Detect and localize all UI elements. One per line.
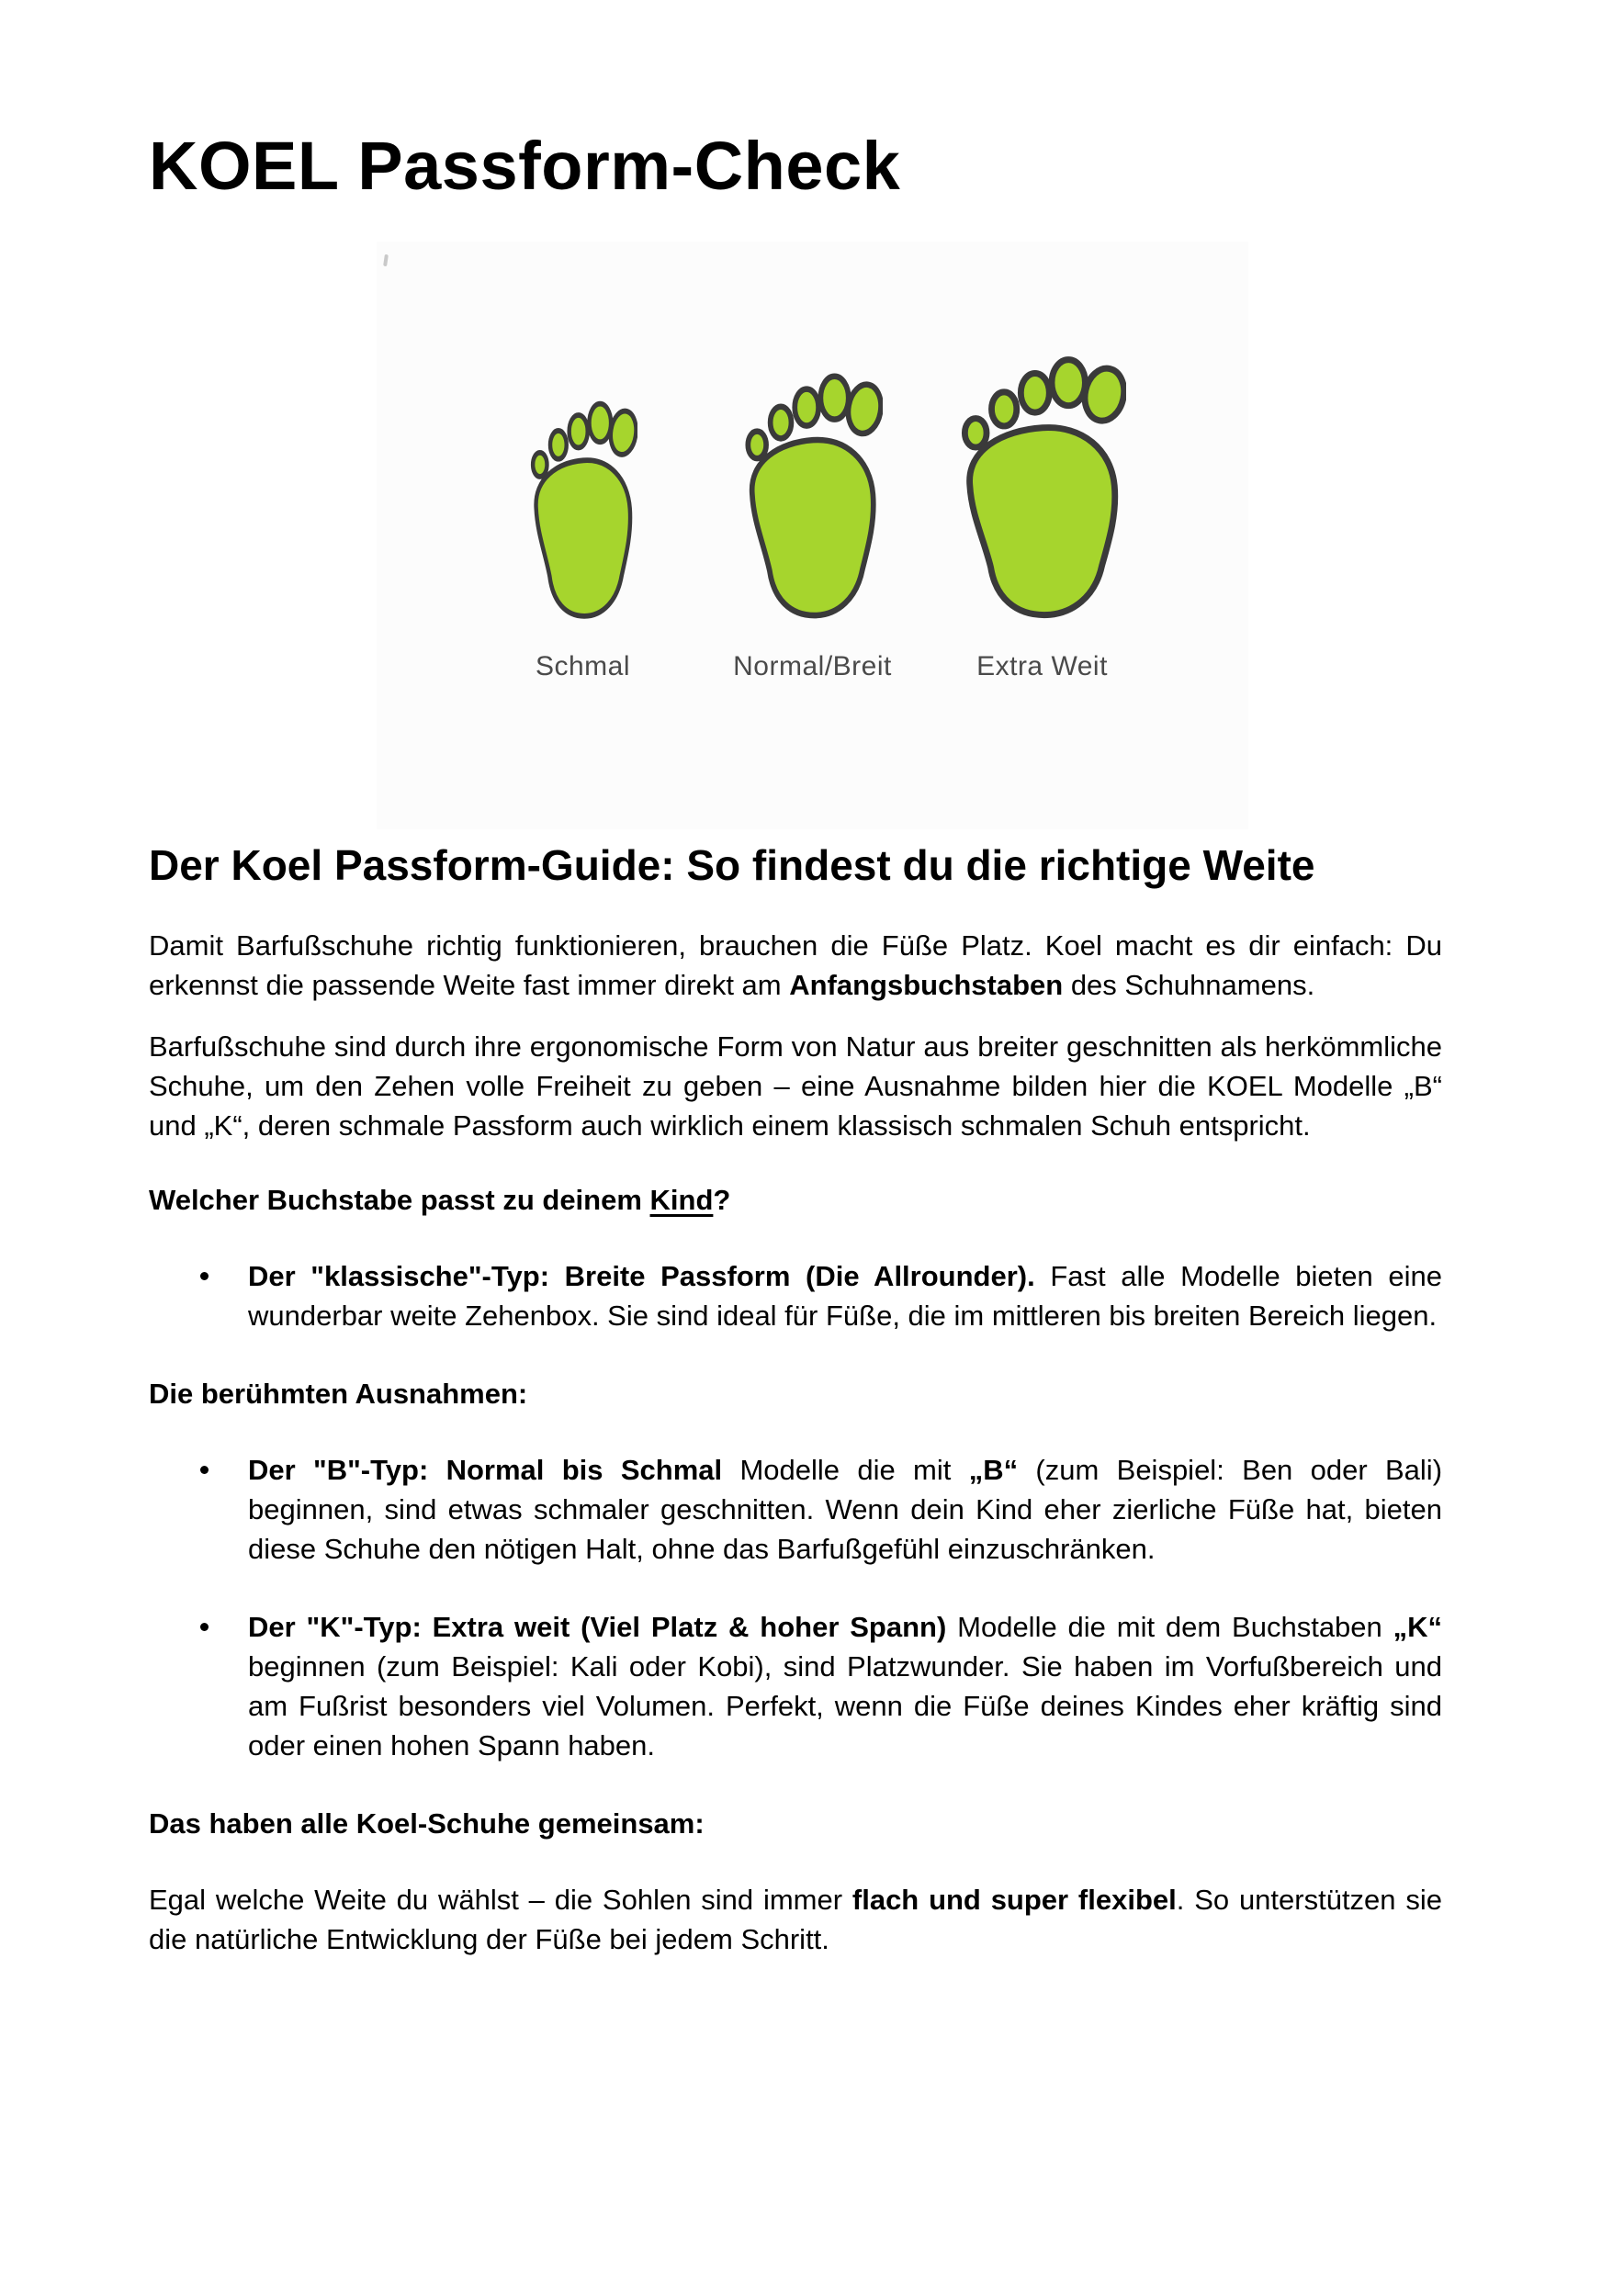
klassische-typ-body: Fast alle Modelle bieten eine wunderbar weite Zehenbox. Sie sind ideal für Füße, die im mittleren bis breiten Bereich liegen. — [248, 1260, 1442, 1333]
k-typ-body: beginnen (zum Beispiel: Kali oder Kobi), sind Platzwunder. Sie haben im Vorfußbereich und am Fußrist besonders viel Volumen. Perfekt, wenn die Füße deines Kindes eher kräftig sind oder einen hohen Spann haben. — [248, 1650, 1442, 1762]
b-typ-lead: Der "B"-Typ: Normal bis Schmal — [248, 1454, 723, 1487]
foot-width-figure — [377, 242, 1248, 829]
foot-width-label-extra-weit: Extra Weit — [976, 651, 1108, 682]
closing-run-1: Egal welche Weite du wählst – die Sohlen sind immer — [149, 1884, 852, 1917]
list-item-b-typ — [149, 1450, 1442, 1569]
foot-illustration-normal-breit — [743, 351, 883, 622]
subhead-gemeinsam: Das haben alle Koel-Schuhe gemeinsam: — [149, 1807, 705, 1840]
klassische-typ-lead: Der "klassische"-Typ: Breite Passform (Die Allrounder). — [248, 1260, 1035, 1293]
intro-run-bold: Anfangsbuchstaben — [789, 969, 1064, 1002]
letter-question-underlined: Kind — [649, 1184, 714, 1217]
foot-illustration-schmal — [529, 381, 637, 622]
foot-variant-extra-weit — [928, 332, 1157, 682]
k-typ-lead: Der "K"-Typ: Extra weit (Viel Platz & hoher Spann) — [248, 1611, 947, 1644]
intro-run-1: Damit Barfußschuhe richtig funktionieren, brauchen die Füße Platz. Koel macht es dir einfach: Du erkennst die passende Weite fast immer direkt am — [149, 929, 1442, 1002]
page-title: KOEL Passform-Check — [149, 128, 901, 204]
exceptions-list — [149, 1450, 1442, 1765]
foot-illustration-extra-weit — [959, 332, 1126, 622]
foot-variant-normal-breit — [698, 351, 928, 682]
k-typ-run-2: Modelle die mit dem Buchstaben — [946, 1611, 1393, 1644]
foot-shape-use — [533, 404, 637, 616]
guide-heading: Der Koel Passform-Guide: So findest du die richtige Weite — [149, 841, 1315, 890]
list-item-klassische-typ — [149, 1256, 1442, 1335]
closing-paragraph — [149, 1880, 1442, 1959]
subhead-letter-question — [149, 1180, 1442, 1220]
letter-question-run-1: Welcher Buchstabe passt zu deinem — [149, 1184, 650, 1217]
list-item-k-typ — [149, 1607, 1442, 1765]
foot-row — [377, 332, 1248, 829]
intro-paragraph — [149, 926, 1442, 1005]
image-artifact — [383, 254, 389, 266]
foot-width-label-normal-breit: Normal/Breit — [733, 651, 892, 682]
allrounder-list — [149, 1256, 1442, 1335]
b-typ-run-2: Modelle die mit — [722, 1454, 969, 1487]
k-typ-letter: „K“ — [1393, 1611, 1443, 1644]
foot-variant-schmal — [468, 381, 698, 682]
intro-run-3: des Schuhnamens. — [1063, 969, 1315, 1002]
subhead-ausnahmen: Die berühmten Ausnahmen: — [149, 1378, 528, 1411]
closing-run-3: . So unterstützen sie die natürliche Entwicklung der Füße bei jedem Schritt. — [149, 1884, 1442, 1956]
letter-question-run-3: ? — [713, 1184, 731, 1217]
foot-shape-use — [964, 360, 1126, 615]
closing-run-bold: flach und super flexibel — [851, 1884, 1177, 1917]
b-typ-letter: „B“ — [968, 1454, 1019, 1487]
foot-width-label-schmal: Schmal — [535, 651, 631, 682]
foot-shape-use — [748, 377, 883, 615]
ergonomic-paragraph: Barfußschuhe sind durch ihre ergonomische Form von Natur aus breiter geschnitten als herkömmliche Schuhe, um den Zehen volle Freiheit zu geben – eine Ausnahme bilden hier die KOEL Modelle „B“ und „K“, deren schmale Passform auch wirklich einem klassisch schmalen Schuh entspricht. — [149, 1030, 1442, 1142]
b-typ-body: (zum Beispiel: Ben oder Bali) beginnen, sind etwas schmaler geschnitten. Wenn dein Kind eher zierliche Füße hat, bieten diese Schuhe den nötigen Halt, ohne das Barfußgefühl einzuschränken. — [248, 1454, 1443, 1566]
